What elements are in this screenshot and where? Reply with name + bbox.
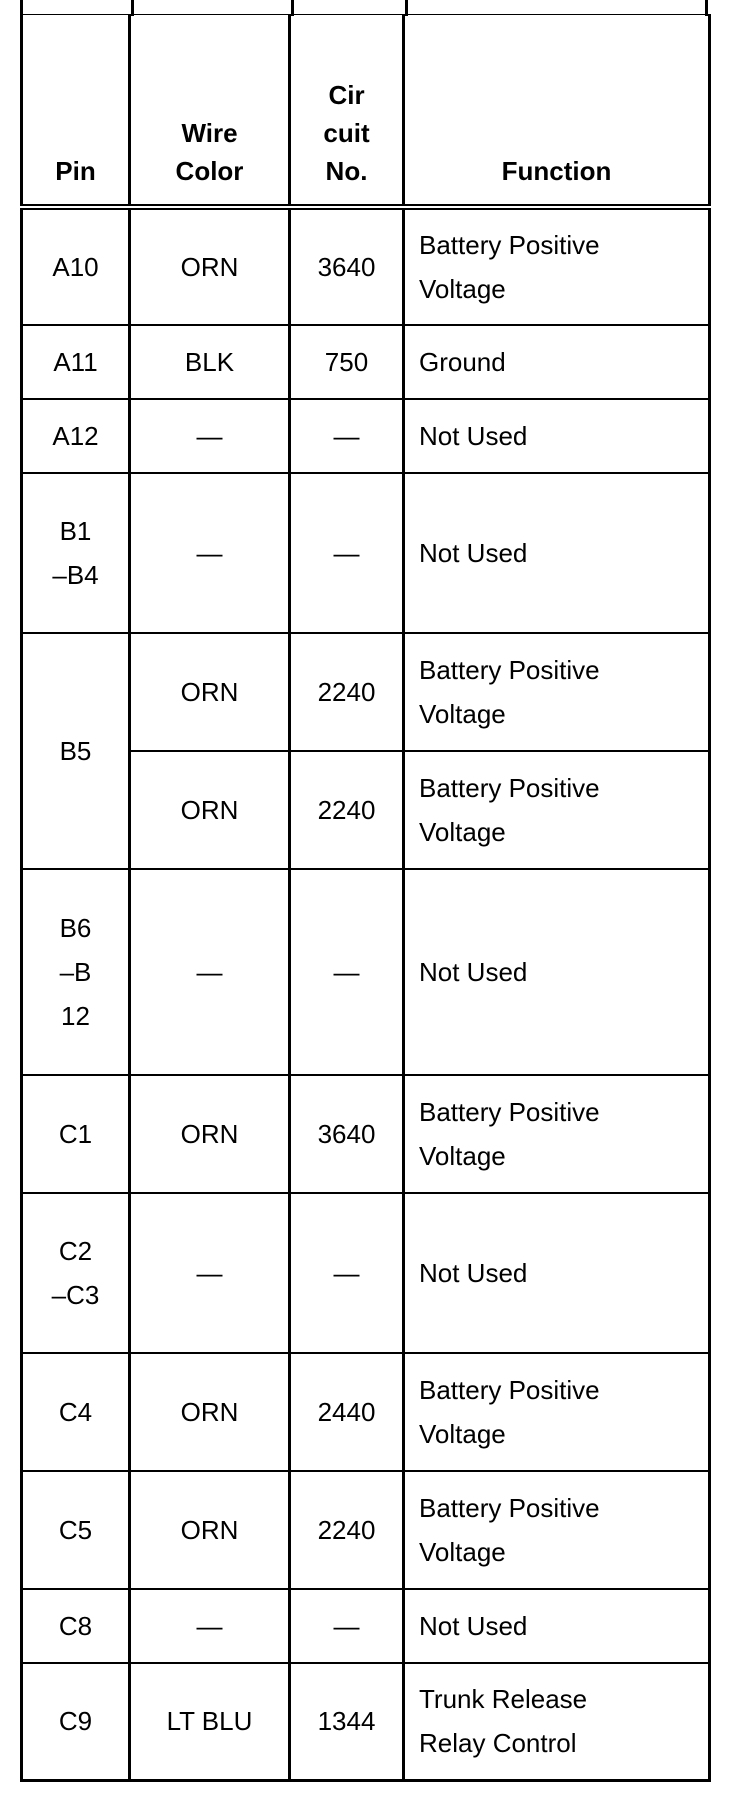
cell-function: Trunk Release Relay Control xyxy=(404,1663,710,1781)
cell-circuit: 750 xyxy=(290,325,404,399)
cell-wire-color: ORN xyxy=(130,207,290,325)
table-row xyxy=(22,207,710,325)
cell-circuit: 1344 xyxy=(290,1663,404,1781)
cell-function: Not Used xyxy=(404,1589,710,1663)
cell-function: Battery Positive Voltage xyxy=(404,1075,710,1193)
table-row xyxy=(22,1663,710,1781)
cell-function: Not Used xyxy=(404,399,710,473)
cell-circuit: — xyxy=(290,869,404,1075)
cell-pin: B1 –B4 xyxy=(22,473,130,633)
cell-pin: A12 xyxy=(22,399,130,473)
table-row xyxy=(22,473,710,633)
cell-function: Battery Positive Voltage xyxy=(404,1353,710,1471)
cell-wire-color: ORN xyxy=(130,633,290,751)
table-row xyxy=(22,869,710,1075)
cell-function: Battery Positive Voltage xyxy=(404,1471,710,1589)
connector-pin-table xyxy=(20,14,711,1782)
table-row xyxy=(22,633,710,751)
cell-wire-color: — xyxy=(130,869,290,1075)
cell-pin: B6 –B 12 xyxy=(22,869,130,1075)
cell-circuit: 2240 xyxy=(290,633,404,751)
cell-circuit: — xyxy=(290,399,404,473)
cell-wire-color: — xyxy=(130,473,290,633)
cell-circuit: — xyxy=(290,1193,404,1353)
table-row xyxy=(22,1353,710,1471)
cell-pin: C5 xyxy=(22,1471,130,1589)
cell-wire-color: — xyxy=(130,399,290,473)
table-row xyxy=(22,1471,710,1589)
cell-pin: A11 xyxy=(22,325,130,399)
cell-pin: C4 xyxy=(22,1353,130,1471)
cell-wire-color: — xyxy=(130,1589,290,1663)
header-row xyxy=(22,15,710,207)
cell-circuit: 2240 xyxy=(290,751,404,869)
cell-pin: C1 xyxy=(22,1075,130,1193)
table-row xyxy=(22,1589,710,1663)
table-row xyxy=(22,325,710,399)
cell-pin: A10 xyxy=(22,207,130,325)
cell-wire-color: ORN xyxy=(130,1353,290,1471)
cell-circuit: — xyxy=(290,473,404,633)
table-row xyxy=(22,399,710,473)
cell-function: Not Used xyxy=(404,1193,710,1353)
cell-function: Not Used xyxy=(404,473,710,633)
cell-function: Battery Positive Voltage xyxy=(404,751,710,869)
cell-wire-color: LT BLU xyxy=(130,1663,290,1781)
cell-circuit: 2440 xyxy=(290,1353,404,1471)
cell-pin: C2 –C3 xyxy=(22,1193,130,1353)
cell-circuit: 3640 xyxy=(290,1075,404,1193)
table-row xyxy=(22,1075,710,1193)
cell-wire-color: BLK xyxy=(130,325,290,399)
header-circuit-no: Cir cuit No. xyxy=(290,15,404,207)
cell-function: Not Used xyxy=(404,869,710,1075)
cell-function: Ground xyxy=(404,325,710,399)
cell-pin: C9 xyxy=(22,1663,130,1781)
cell-pin: C8 xyxy=(22,1589,130,1663)
cell-pin: B5 xyxy=(22,633,130,869)
cell-wire-color: ORN xyxy=(130,1075,290,1193)
cell-function: Battery Positive Voltage xyxy=(404,633,710,751)
cell-wire-color: ORN xyxy=(130,1471,290,1589)
header-function: Function xyxy=(404,15,710,207)
cell-wire-color: — xyxy=(130,1193,290,1353)
header-wire-color: Wire Color xyxy=(130,15,290,207)
header-pin: Pin xyxy=(22,15,130,207)
cell-circuit: 3640 xyxy=(290,207,404,325)
cell-circuit: — xyxy=(290,1589,404,1663)
table-row xyxy=(22,1193,710,1353)
cell-circuit: 2240 xyxy=(290,1471,404,1589)
cell-wire-color: ORN xyxy=(130,751,290,869)
cell-function: Battery Positive Voltage xyxy=(404,207,710,325)
